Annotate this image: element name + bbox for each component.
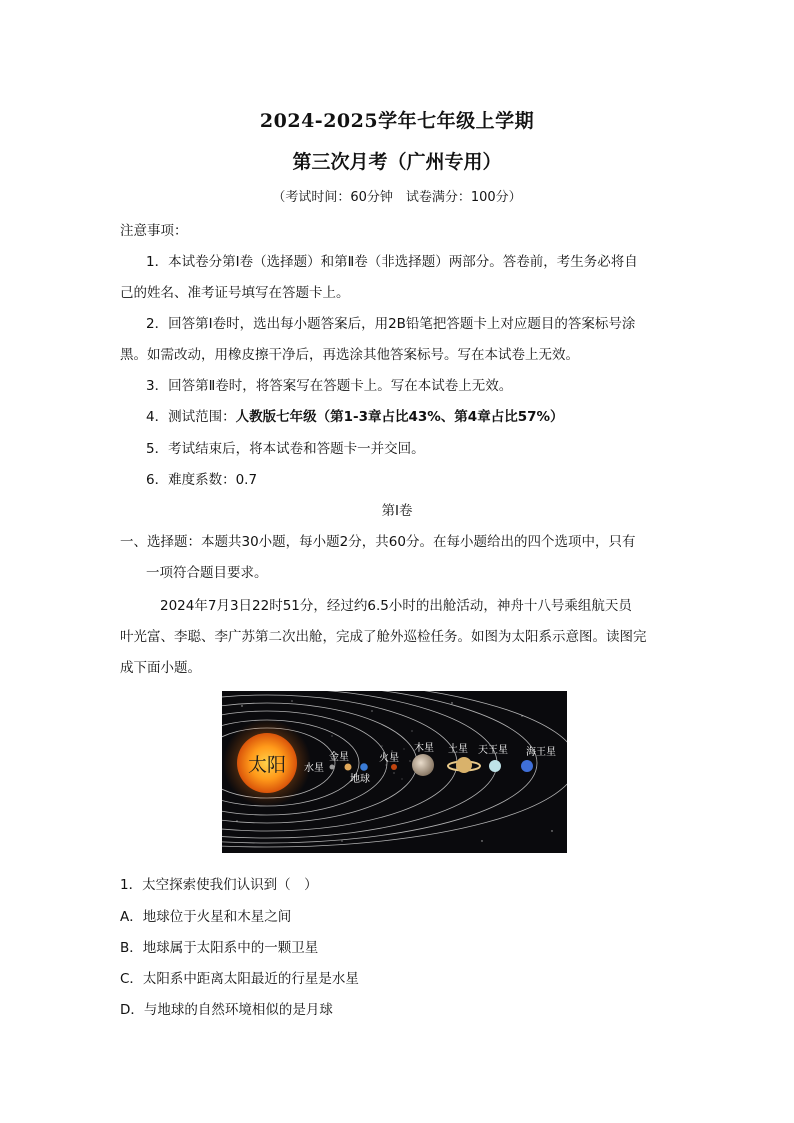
uranus [489,760,501,772]
mars-label: 火星 [379,753,399,764]
earth-label: 地球 [350,774,370,785]
uranus-label: 天王星 [478,745,508,756]
mercury [330,765,335,770]
venus [345,764,352,771]
exam-title: 2024-2025学年七年级上学期 [259,110,535,132]
earth [360,763,368,771]
mercury-label: 水星 [304,763,324,774]
passage-line-1: 2024年7月3日22时51分，经过约6.5小时的出舱活动，神舟十八号乘组航天员 [160,598,632,614]
jupiter-label: 木星 [414,743,434,754]
saturn-label: 土星 [448,744,468,755]
venus-label: 金星 [329,752,349,763]
exam-subtitle: 第三次月考（广州专用） [292,151,502,173]
sun-label: 太阳 [247,754,287,776]
note-item-4 [146,405,564,425]
passage-line-3: 成下面小题。 [120,660,201,676]
note-item-6: 6．难度系数：0.7 [146,472,258,488]
test-scope: 人教版七年级（第1-3章占比43%、第4章占比57%） [235,409,564,425]
part1-instructions: 一、选择题：本题共30小题，每小题2分，共60分。在每小题给出的四个选项中，只有 [120,534,636,550]
question-1-option-a: A．地球位于火星和木星之间 [120,909,292,925]
neptune-label: 海王星 [526,747,556,758]
question-1-option-c: C．太阳系中距离太阳最近的行星是水星 [120,971,359,987]
note-item-1-cont: 己的姓名、准考证号填写在答题卡上。 [120,285,350,301]
exam-time-info: （考试时间：60分钟 试卷满分：100分） [272,190,522,205]
note-item-2-cont: 黑。如需改动，用橡皮擦干净后，再选涂其他答案标号。写在本试卷上无效。 [120,347,579,363]
question-1-option-d: D．与地球的自然环境相似的是月球 [120,1002,333,1018]
passage-line-2: 叶光富、李聪、李广苏第二次出舱，完成了舱外巡检任务。如图为太阳系示意图。读图完 [120,629,647,645]
notes-heading: 注意事项： [120,223,188,239]
note-item-1: 1．本试卷分第Ⅰ卷（选择题）和第Ⅱ卷（非选择题）两部分。答卷前，考生务必将自 [146,254,638,270]
solar-system-diagram [222,691,567,853]
question-1-stem: 1．太空探索使我们认识到（ ） [120,877,318,893]
solar-system-figure [222,691,567,853]
note-item-3: 3．回答第Ⅱ卷时，将答案写在答题卡上。写在本试卷上无效。 [146,378,513,394]
part1-instructions-cont: 一项符合题目要求。 [146,565,268,581]
mars [391,764,397,770]
question-1-option-b: B．地球属于太阳系中的一颗卫星 [120,940,319,956]
note-item-4-label: 4．测试范围： [146,409,236,425]
jupiter [412,754,434,776]
note-item-2: 2．回答第Ⅰ卷时，选出每小题答案后，用2B铅笔把答题卡上对应题目的答案标号涂 [146,316,636,332]
saturn [456,757,472,773]
note-item-5: 5．考试结束后，将本试卷和答题卡一并交回。 [146,441,425,457]
neptune [521,760,533,772]
volume-title: 第Ⅰ卷 [381,503,413,519]
